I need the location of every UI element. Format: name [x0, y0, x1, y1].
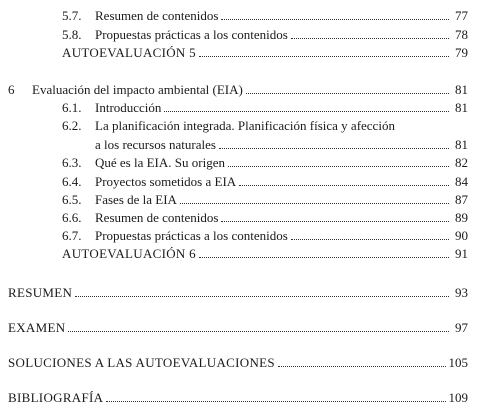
page-number: 109	[448, 390, 468, 405]
toc-entry-6-3[interactable]	[0, 154, 480, 172]
toc-entry-autoevaluacion-6[interactable]	[0, 245, 480, 263]
dot-leader	[180, 203, 449, 204]
dot-leader	[199, 257, 449, 258]
page-number: 93	[455, 285, 468, 300]
toc-entry-chapter-6[interactable]	[0, 81, 480, 99]
chapter-number: 6	[8, 82, 15, 97]
entry-title: Resumen de contenidos	[95, 8, 219, 23]
page-number: 87	[455, 192, 468, 207]
entry-title-line-2: a los recursos naturales	[95, 137, 216, 152]
page-number: 97	[455, 320, 468, 335]
page-number: 81	[455, 82, 468, 97]
toc-entry-resumen[interactable]	[0, 284, 480, 302]
section-number: 5.8.	[62, 27, 82, 42]
page-number: 77	[455, 8, 468, 23]
section-number: 6.5.	[62, 192, 82, 207]
entry-title: BIBLIOGRAFÍA	[8, 390, 104, 405]
entry-title: Proyectos sometidos a EIA	[95, 174, 237, 189]
dot-leader	[164, 111, 449, 112]
dot-leader	[221, 19, 449, 20]
page-number: 82	[455, 155, 468, 170]
entry-title-line-1: La planificación integrada. Planificación física y afección	[95, 118, 395, 133]
entry-title: Resumen de contenidos	[95, 210, 219, 225]
section-number: 6.1.	[62, 100, 82, 115]
toc-entry-soluciones[interactable]	[0, 354, 480, 372]
toc-entry-6-4[interactable]	[0, 173, 480, 191]
toc-entry-6-7[interactable]	[0, 227, 480, 245]
toc-entry-autoevaluacion-5[interactable]	[0, 44, 480, 62]
dot-leader	[228, 166, 449, 167]
dot-leader	[221, 221, 449, 222]
entry-title: SOLUCIONES A LAS AUTOEVALUACIONES	[8, 355, 275, 370]
section-number: 6.6.	[62, 210, 82, 225]
dot-leader	[291, 239, 449, 240]
toc-entry-6-6[interactable]	[0, 209, 480, 227]
entry-title: Qué es la EIA. Su origen	[95, 155, 225, 170]
entry-title: Propuestas prácticas a los contenidos	[95, 27, 288, 42]
section-number: 6.7.	[62, 228, 82, 243]
page-number: 78	[455, 27, 468, 42]
section-number: 6.2.	[62, 118, 82, 133]
dot-leader	[219, 148, 449, 149]
entry-title: EXAMEN	[8, 320, 66, 335]
dot-leader	[68, 331, 449, 332]
toc-entry-5-7[interactable]	[0, 7, 480, 25]
entry-title: Evaluación del impacto ambiental (EIA)	[32, 82, 243, 97]
dot-leader	[75, 296, 449, 297]
dot-leader	[106, 401, 445, 402]
dot-leader	[239, 185, 449, 186]
entry-title: Fases de la EIA	[95, 192, 177, 207]
page-number: 105	[448, 355, 468, 370]
page-number: 89	[455, 210, 468, 225]
toc-entry-5-8[interactable]	[0, 26, 480, 44]
toc-entry-examen[interactable]	[0, 319, 480, 337]
page-number: 90	[455, 228, 468, 243]
toc-entry-6-5[interactable]	[0, 191, 480, 209]
entry-title: RESUMEN	[8, 285, 73, 300]
toc-entry-6-1[interactable]	[0, 99, 480, 117]
section-number: 5.7.	[62, 8, 82, 23]
entry-title: AUTOEVALUACIÓN 5	[62, 45, 196, 60]
section-number: 6.3.	[62, 155, 82, 170]
entry-title: AUTOEVALUACIÓN 6	[62, 246, 196, 261]
page-number: 81	[455, 100, 468, 115]
dot-leader	[199, 56, 449, 57]
entry-title: Propuestas prácticas a los contenidos	[95, 228, 288, 243]
dot-leader	[291, 38, 449, 39]
toc-entry-6-2[interactable]	[0, 117, 480, 155]
page-number: 91	[455, 246, 468, 261]
toc-entry-bibliografia[interactable]	[0, 389, 480, 407]
page-number: 84	[455, 174, 468, 189]
entry-title: Introducción	[95, 100, 162, 115]
dot-leader	[278, 366, 446, 367]
page-number: 79	[455, 45, 468, 60]
dot-leader	[246, 93, 449, 94]
section-number: 6.4.	[62, 174, 82, 189]
page-number: 81	[455, 137, 468, 152]
